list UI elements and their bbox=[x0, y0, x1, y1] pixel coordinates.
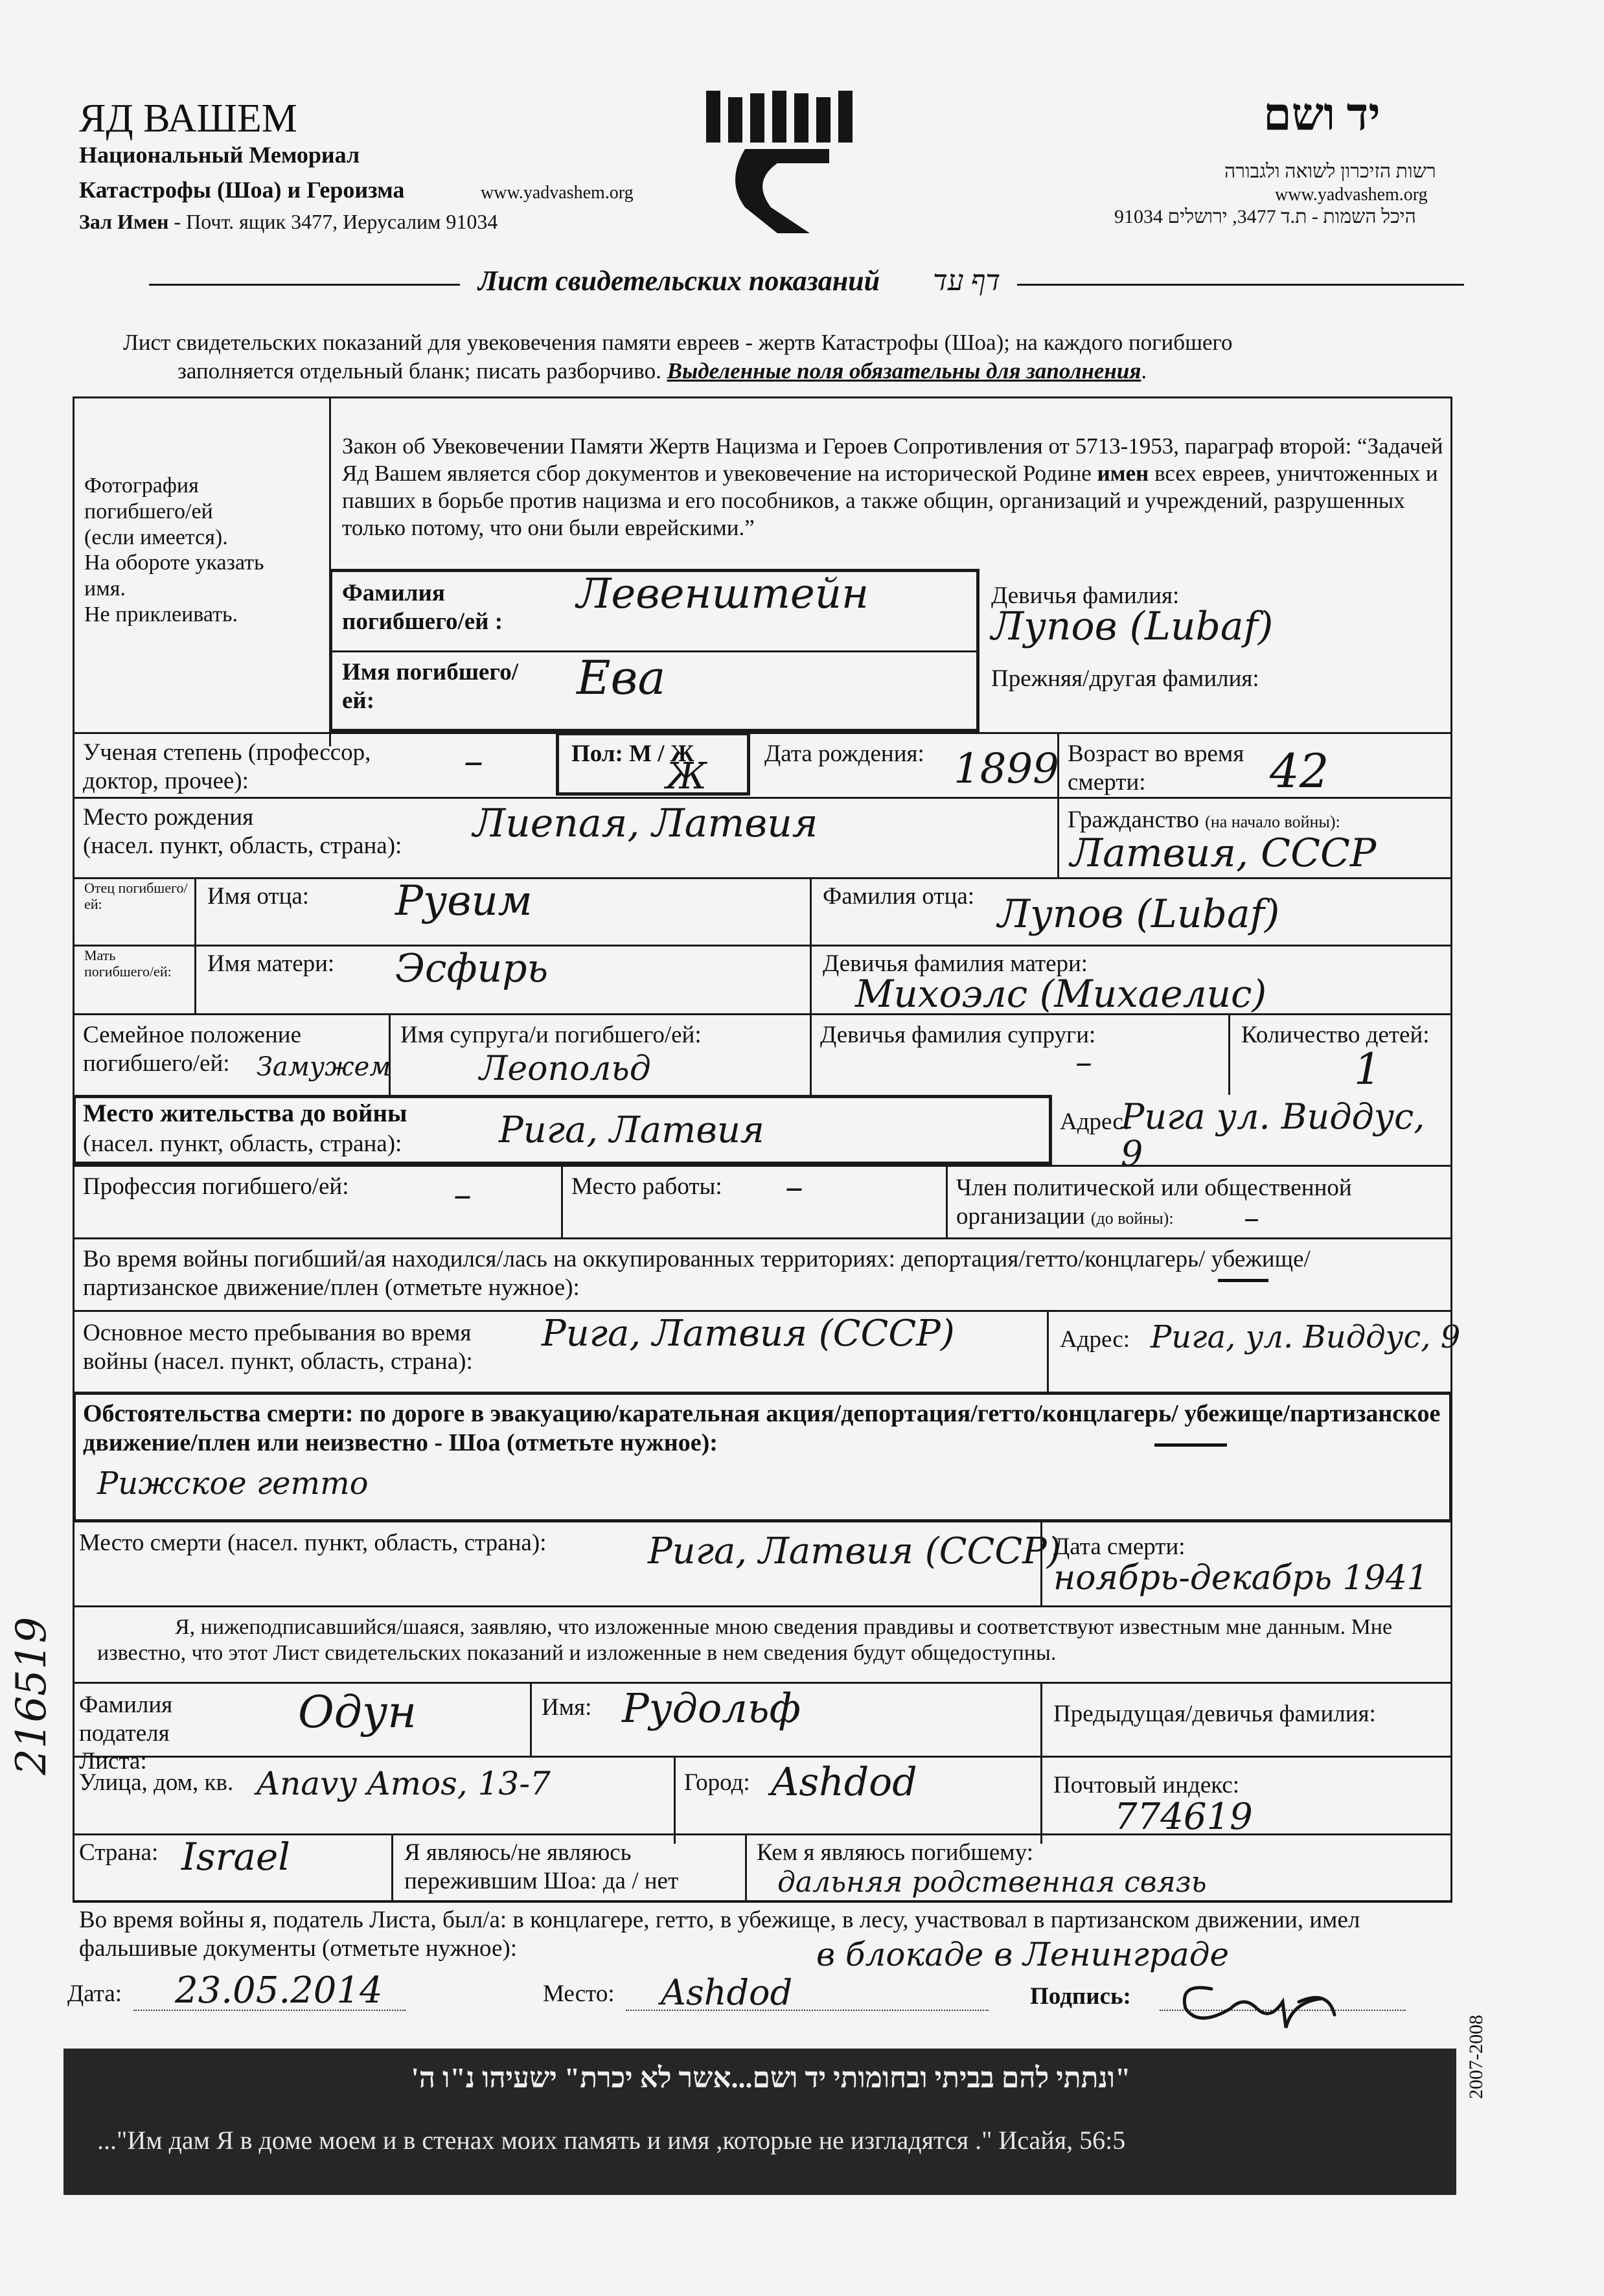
date-value[interactable]: 23.05.2014 bbox=[175, 1969, 383, 2012]
birthplace-value[interactable]: Лиепая, Латвия bbox=[473, 801, 818, 846]
father-name-value[interactable]: Рувим bbox=[395, 877, 533, 925]
member-value[interactable]: – bbox=[1244, 1200, 1259, 1236]
gender-value[interactable]: Ж bbox=[666, 755, 707, 798]
city-divider bbox=[674, 1756, 676, 1844]
during-war-mark[interactable] bbox=[1218, 1279, 1268, 1282]
country-label: Страна: bbox=[79, 1839, 159, 1866]
signature-label: Подпись: bbox=[1030, 1983, 1131, 2010]
row-submitter-line bbox=[73, 1682, 1452, 1684]
intro-text: заполняется отдельный бланк; писать разборчиво. bbox=[178, 358, 661, 384]
submitter-war-label: Во время войны я, податель Листа, был/а: в концлагере, гетто, в убежище, в лесу, участвовал в партизанском движении, имел фальшивые документы (отметьте нужное): bbox=[79, 1907, 1360, 1962]
zip-label: Почтовый индекс: bbox=[1053, 1772, 1240, 1798]
degree-value[interactable]: – bbox=[464, 739, 483, 784]
street-label: Улица, дом, кв. bbox=[79, 1769, 234, 1796]
degree-label: Ученая степень (профессор, доктор, прочее): bbox=[83, 739, 371, 794]
submitter-war-value[interactable]: в блокаде в Ленинграде bbox=[816, 1936, 1230, 1973]
children-divider bbox=[1228, 1013, 1230, 1095]
children-label: Количество детей: bbox=[1241, 1022, 1430, 1048]
footer-quote-he: "ונתתי להם בביתי ובחומותי יד ושם...אשר לא יכרת" ישעיהו נ"ו ה' bbox=[411, 2062, 1131, 2094]
spouse-maiden-label: Девичья фамилия супруги: bbox=[820, 1022, 1096, 1048]
street-value[interactable]: Anavy Amos, 13-7 bbox=[257, 1765, 551, 1802]
form-title-he: דף עד bbox=[933, 265, 1001, 297]
header-hall bbox=[79, 210, 498, 234]
citizenship-divider bbox=[1057, 797, 1059, 877]
row-birthplace-line bbox=[73, 797, 1452, 799]
relation-value[interactable]: дальняя родственная связь bbox=[777, 1866, 1207, 1899]
spouse-maiden-divider bbox=[810, 1013, 812, 1095]
row-mother-line bbox=[73, 945, 1452, 947]
spouse-divider bbox=[389, 1013, 391, 1095]
death-place-value[interactable]: Рига, Латвия (СССР) bbox=[648, 1530, 1061, 1572]
intro-line-1: Лист свидетельских показаний для увековечения памяти евреев - жертв Катастрофы (Шоа); на каждого погибшего bbox=[123, 330, 1233, 355]
row-main-place-line bbox=[73, 1310, 1452, 1312]
residence-sub: (насел. пункт, область, страна): bbox=[83, 1131, 402, 1157]
photo-note-2: погибшего/ей bbox=[84, 499, 213, 523]
row-street-line bbox=[73, 1756, 1452, 1758]
profession-value[interactable]: – bbox=[453, 1174, 472, 1216]
workplace-label: Место работы: bbox=[571, 1173, 722, 1200]
zip-value[interactable]: 774619 bbox=[1114, 1796, 1253, 1838]
header-title-he: יד ושם bbox=[1263, 90, 1381, 140]
country-value[interactable]: Israel bbox=[181, 1835, 290, 1879]
father-side-label: Отец погибшего/ей: bbox=[84, 880, 188, 913]
death-date-label: Дата смерти: bbox=[1053, 1533, 1186, 1560]
residence-label: Место жительства до войны bbox=[83, 1099, 407, 1127]
hall-address: - Почт. ящик 3477, Иерусалим 91034 bbox=[168, 210, 498, 233]
law-text-bold: имен bbox=[1097, 461, 1149, 486]
form-title: Лист свидетельских показаний bbox=[478, 265, 880, 297]
maiden-label: Девичья фамилия: bbox=[991, 582, 1180, 609]
law-text-1: Закон об Увековечении Памяти Жертв Нацизма и Героев Сопротивления от 5713-1953, параграф второй: “Задачей Яд Вашем является сбор документов и увековечение на исторической Родине bbox=[342, 433, 1443, 486]
header-website[interactable]: www.yadvashem.org bbox=[481, 183, 634, 203]
spouse-label: Имя супруга/и погибшего/ей: bbox=[400, 1022, 702, 1048]
intro-line-2: заполняется отдельный бланк; писать разборчиво. Выделенные поля обязательны для заполнения. bbox=[178, 358, 1147, 384]
citizenship-label-sub: (на начало войны): bbox=[1205, 812, 1340, 831]
submitter-prev-divider bbox=[1040, 1682, 1042, 1844]
footer-quote-ru: ..."Им дам Я в доме моем и в стенах моих память и имя ,которые не изгладятся ." Исайя, 56:5 bbox=[97, 2126, 1126, 2155]
mother-maiden-label: Девичья фамилия матери: bbox=[823, 950, 1088, 977]
photo-note-5: имя. bbox=[84, 577, 126, 601]
workplace-divider bbox=[561, 1165, 563, 1237]
age-value[interactable]: 42 bbox=[1270, 744, 1329, 798]
city-value[interactable]: Ashdod bbox=[771, 1760, 917, 1805]
mother-name-label: Имя матери: bbox=[207, 950, 335, 977]
header-website-he[interactable]: www.yadvashem.org bbox=[1275, 185, 1428, 205]
row-father-line bbox=[73, 877, 1452, 879]
photo-note-3: (если имеется). bbox=[84, 525, 228, 549]
citizenship-value[interactable]: Латвия, СССР bbox=[1070, 831, 1377, 876]
circumstances-options: по дороге в эвакуацию/карательная акция/депортация/гетто/концлагерь/ убежище/партизанское движение/плен или неизвестно - Шоа (отметьте нужное): bbox=[83, 1400, 1441, 1456]
header-subtitle-he: רשות הזיכרון לשואה ולגבורה bbox=[1224, 161, 1436, 182]
age-divider bbox=[1057, 732, 1059, 797]
circumstances-mark[interactable] bbox=[1154, 1443, 1227, 1447]
intro-emphasis: Выделенные поля обязательны для заполнения bbox=[667, 358, 1141, 384]
header-subtitle-1: Национальный Мемориал bbox=[79, 142, 360, 168]
row-declaration-line bbox=[73, 1605, 1452, 1607]
circumstances-title: Обстоятельства смерти: bbox=[83, 1400, 354, 1427]
mother-name-value[interactable]: Эсфирь bbox=[395, 946, 549, 991]
victim-surname-label: Фамилия погибшего/ей : bbox=[342, 580, 503, 635]
mother-maiden-value[interactable]: Михоэлс (Михаелис) bbox=[855, 972, 1267, 1016]
relation-label: Кем я являюсь погибшему: bbox=[757, 1839, 1034, 1866]
children-value[interactable]: 1 bbox=[1354, 1044, 1381, 1094]
father-surname-value[interactable]: Лупов (Lubaf) bbox=[998, 891, 1280, 937]
photo-note bbox=[84, 473, 324, 628]
birthdate-value[interactable]: 1899 bbox=[954, 745, 1059, 793]
signature-mark[interactable] bbox=[1173, 1963, 1347, 2034]
victim-name-label: Имя погибшего/ей: bbox=[342, 659, 519, 714]
father-surname-label: Фамилия отца: bbox=[823, 883, 975, 910]
member-divider bbox=[946, 1165, 948, 1237]
hall-label: Зал Имен bbox=[79, 210, 169, 233]
main-address-label: Адрес: bbox=[1060, 1326, 1130, 1353]
main-place-value[interactable]: Рига, Латвия (СССР) bbox=[542, 1313, 955, 1355]
place-label: Место: bbox=[543, 1980, 615, 2007]
relation-divider bbox=[745, 1833, 747, 1901]
row-during-war-line bbox=[73, 1237, 1452, 1239]
row-submitter-war-line bbox=[73, 1901, 1452, 1903]
spouse-maiden-value[interactable]: – bbox=[1075, 1043, 1092, 1082]
father-name-label: Имя отца: bbox=[207, 883, 310, 910]
member-label bbox=[956, 1174, 1449, 1230]
birthplace-label: Место рождения bbox=[83, 804, 254, 831]
citizenship-label-text: Гражданство bbox=[1068, 807, 1199, 833]
residence-address-label: Адрес: bbox=[1060, 1108, 1130, 1135]
yad-vashem-logo-icon bbox=[700, 84, 868, 240]
maiden-value[interactable]: Лупов (Lubaf) bbox=[991, 604, 1274, 649]
death-date-value[interactable]: ноябрь-декабрь 1941 bbox=[1053, 1559, 1428, 1598]
main-address-value[interactable]: Рига, ул. Виддус, 9 bbox=[1151, 1319, 1461, 1355]
photo-note-4: На обороте указать bbox=[84, 551, 264, 575]
gender-label: Пол: М / Ж bbox=[571, 740, 694, 767]
title-rule-right bbox=[1017, 284, 1464, 286]
death-place-label: Место смерти (насел. пункт, область, страна): bbox=[79, 1530, 547, 1556]
submitter-surname-label: Фамилия подателя Листа: bbox=[79, 1692, 173, 1775]
footer-year: 2007-2008 bbox=[1465, 2015, 1487, 2099]
birthdate-label: Дата рождения: bbox=[764, 740, 924, 767]
family-label: Семейное положение погибшего/ей: bbox=[83, 1022, 301, 1077]
age-label: Возраст во время смерти: bbox=[1068, 740, 1244, 796]
member-label-text: Член политической или общественной организации bbox=[956, 1175, 1352, 1230]
header-address-he: היכל השמות - ת.ד 3477, ירושלים 91034 bbox=[1114, 206, 1416, 227]
other-surname-label: Прежняя/другая фамилия: bbox=[991, 665, 1259, 692]
submitter-prev-label: Предыдущая/девичья фамилия: bbox=[1053, 1701, 1376, 1727]
workplace-value[interactable]: – bbox=[785, 1166, 803, 1208]
mother-side-label: Мать погибшего/ей: bbox=[84, 947, 172, 980]
law-text-2: всех евреев, уничтоженных и павших в борьбе против нацизма и его пособников, а также общин, организаций и учреждений, разрушенных только потому, что они были еврейскими.” bbox=[342, 461, 1438, 540]
header-subtitle-2: Катастрофы (Шоа) и Героизма bbox=[79, 177, 405, 203]
death-date-divider bbox=[1040, 1522, 1042, 1605]
submitter-surname-value[interactable]: Одун bbox=[298, 1687, 417, 1738]
photo-note-1: Фотография bbox=[84, 474, 199, 498]
circumstances-value[interactable]: Рижское гетто bbox=[97, 1465, 369, 1502]
residence-value[interactable]: Рига, Латвия bbox=[499, 1109, 764, 1151]
family-value[interactable]: Замужем bbox=[257, 1052, 391, 1082]
row-family-line bbox=[73, 1013, 1452, 1015]
submitter-name-value[interactable]: Рудольф bbox=[622, 1684, 801, 1732]
during-war-label: Во время войны погибший/ая находился/лась на оккупированных территориях: депортация/гетто/концлагерь/ убежище/партизанское движение/плен (отметьте нужное): bbox=[83, 1246, 1311, 1301]
circumstances-label bbox=[83, 1399, 1443, 1458]
spouse-value[interactable]: Леопольд bbox=[479, 1050, 651, 1088]
law-text bbox=[342, 433, 1443, 542]
birthplace-sub: (насел. пункт, область, страна): bbox=[83, 832, 402, 859]
main-place-label: Основное место пребывания во время войны (насел. пункт, область, страна): bbox=[83, 1320, 473, 1375]
title-rule-left bbox=[149, 284, 460, 286]
survivor-label: Я являюсь/не являюсь пережившим Шоа: да / нет bbox=[404, 1839, 679, 1894]
victim-surname-value[interactable]: Левенштейн bbox=[577, 570, 869, 618]
place-value[interactable]: Ashdod bbox=[661, 1972, 793, 2013]
profession-label: Профессия погибшего/ей: bbox=[83, 1173, 349, 1200]
header-title-ru: ЯД ВАШЕМ bbox=[79, 97, 297, 141]
date-label: Дата: bbox=[67, 1980, 122, 2007]
row-profession-line bbox=[73, 1165, 1452, 1167]
submitter-name-divider bbox=[530, 1682, 532, 1756]
residence-address-value[interactable]: Рига ул. Виддус, 9 bbox=[1121, 1096, 1425, 1174]
survivor-divider bbox=[391, 1833, 393, 1901]
declaration-text: Я, нижеподписавшийся/шаяся, заявляю, что изложенные мною сведения правдивы и соответствуют известным мне данным. Мне известно, что этот Лист свидетельских показаний и изложенные в нем сведения будут общедоступны. bbox=[97, 1615, 1393, 1666]
photo-note-6: Не приклеивать. bbox=[84, 602, 238, 626]
city-label: Город: bbox=[684, 1769, 750, 1796]
submitter-name-label: Имя: bbox=[542, 1694, 592, 1721]
victim-name-value[interactable]: Ева bbox=[577, 650, 666, 705]
member-label-sub: (до войны): bbox=[1090, 1208, 1174, 1228]
main-address-divider bbox=[1047, 1310, 1049, 1392]
row-degree-line bbox=[73, 732, 1452, 734]
stamp-number: 216519 bbox=[8, 1616, 56, 1775]
